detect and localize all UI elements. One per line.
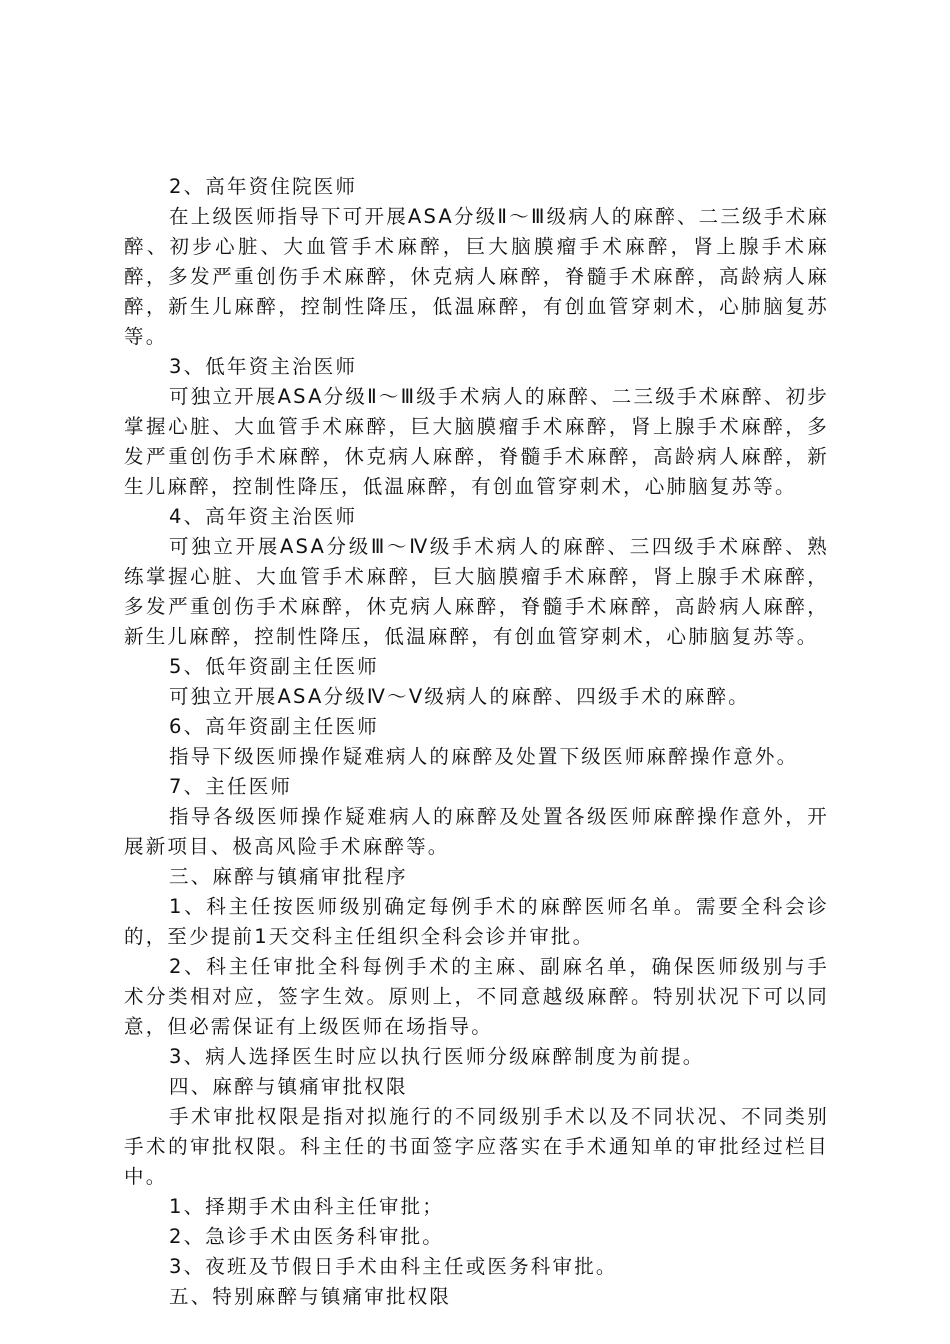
section-heading-approval-procedure: 三、麻醉与镇痛审批程序 [169, 865, 408, 888]
paragraph-approval-authority-1: 1、择期手术由科主任审批； [169, 1195, 445, 1218]
paragraph-approval-procedure-1: 1、科主任按医师级别确定每例手术的麻醉医师名单。需要全科会诊的，至少提前1天交科主任组织全科会诊并审批。 [124, 895, 829, 948]
heading-senior-associate-chief: 6、高年资副主任医师 [169, 715, 379, 738]
paragraph-approval-authority-2: 2、急诊手术由医务科审批。 [169, 1225, 445, 1248]
paragraph-approval-procedure-3: 3、病人选择医生时应以执行医师分级麻醉制度为前提。 [169, 1045, 705, 1068]
paragraph-senior-associate-chief-scope: 指导下级医师操作疑难病人的麻醉及处置下级医师麻醉操作意外。 [169, 745, 799, 768]
paragraph-junior-attending-scope: 可独立开展ASA分级Ⅱ～Ⅲ级手术病人的麻醉、二三级手术麻醉、初步掌握心脏、大血管手术麻醉，巨大脑膜瘤手术麻醉，肾上腺手术麻醉，多发严重创伤手术麻醉，休克病人麻醉，脊髓手术麻醉，高龄病人麻醉，新生儿麻醉，控制性降压，低温麻醉，有创血管穿刺术，心肺脑复苏等。 [124, 385, 829, 498]
paragraph-approval-authority-definition: 手术审批权限是指对拟施行的不同级别手术以及不同状况、不同类别手术的审批权限。科主任的书面签字应落实在手术通知单的审批经过栏目中。 [124, 1105, 829, 1188]
heading-senior-resident: 2、高年资住院医师 [169, 175, 358, 198]
paragraph-chief-physician-scope: 指导各级医师操作疑难病人的麻醉及处置各级医师麻醉操作意外，开展新项目、极高风险手术麻醉等。 [124, 805, 829, 858]
document-body [124, 172, 829, 1312]
heading-junior-attending: 3、低年资主治医师 [169, 355, 358, 378]
section-heading-approval-authority: 四、麻醉与镇痛审批权限 [169, 1075, 408, 1098]
heading-chief-physician: 7、主任医师 [169, 775, 293, 798]
paragraph-senior-attending-scope: 可独立开展ASA分级Ⅲ～Ⅳ级手术病人的麻醉、三四级手术麻醉、熟练掌握心脏、大血管手术麻醉，巨大脑膜瘤手术麻醉，肾上腺手术麻醉，多发严重创伤手术麻醉，休克病人麻醉，脊髓手术麻醉，高龄病人麻醉，新生儿麻醉，控制性降压，低温麻醉，有创血管穿刺术，心肺脑复苏等。 [124, 535, 829, 648]
paragraph-senior-resident-scope: 在上级医师指导下可开展ASA分级Ⅱ～Ⅲ级病人的麻醉、二三级手术麻醉、初步心脏、大血管手术麻醉，巨大脑膜瘤手术麻醉，肾上腺手术麻醉，多发严重创伤手术麻醉，休克病人麻醉，脊髓手术麻醉，高龄病人麻醉，新生儿麻醉，控制性降压，低温麻醉，有创血管穿刺术，心肺脑复苏等。 [124, 205, 829, 348]
heading-junior-associate-chief: 5、低年资副主任医师 [169, 655, 379, 678]
paragraph-approval-authority-3: 3、夜班及节假日手术由科主任或医务科审批。 [169, 1255, 618, 1278]
paragraph-approval-procedure-2: 2、科主任审批全科每例手术的主麻、副麻名单，确保医师级别与手术分类相对应，签字生效。原则上，不同意越级麻醉。特别状况下可以同意，但必需保证有上级医师在场指导。 [124, 955, 829, 1038]
section-heading-special-approval: 五、特别麻醉与镇痛审批权限 [169, 1285, 452, 1308]
heading-senior-attending: 4、高年资主治医师 [169, 505, 358, 528]
paragraph-junior-associate-chief-scope: 可独立开展ASA分级Ⅳ～Ⅴ级病人的麻醉、四级手术的麻醉。 [169, 685, 750, 708]
